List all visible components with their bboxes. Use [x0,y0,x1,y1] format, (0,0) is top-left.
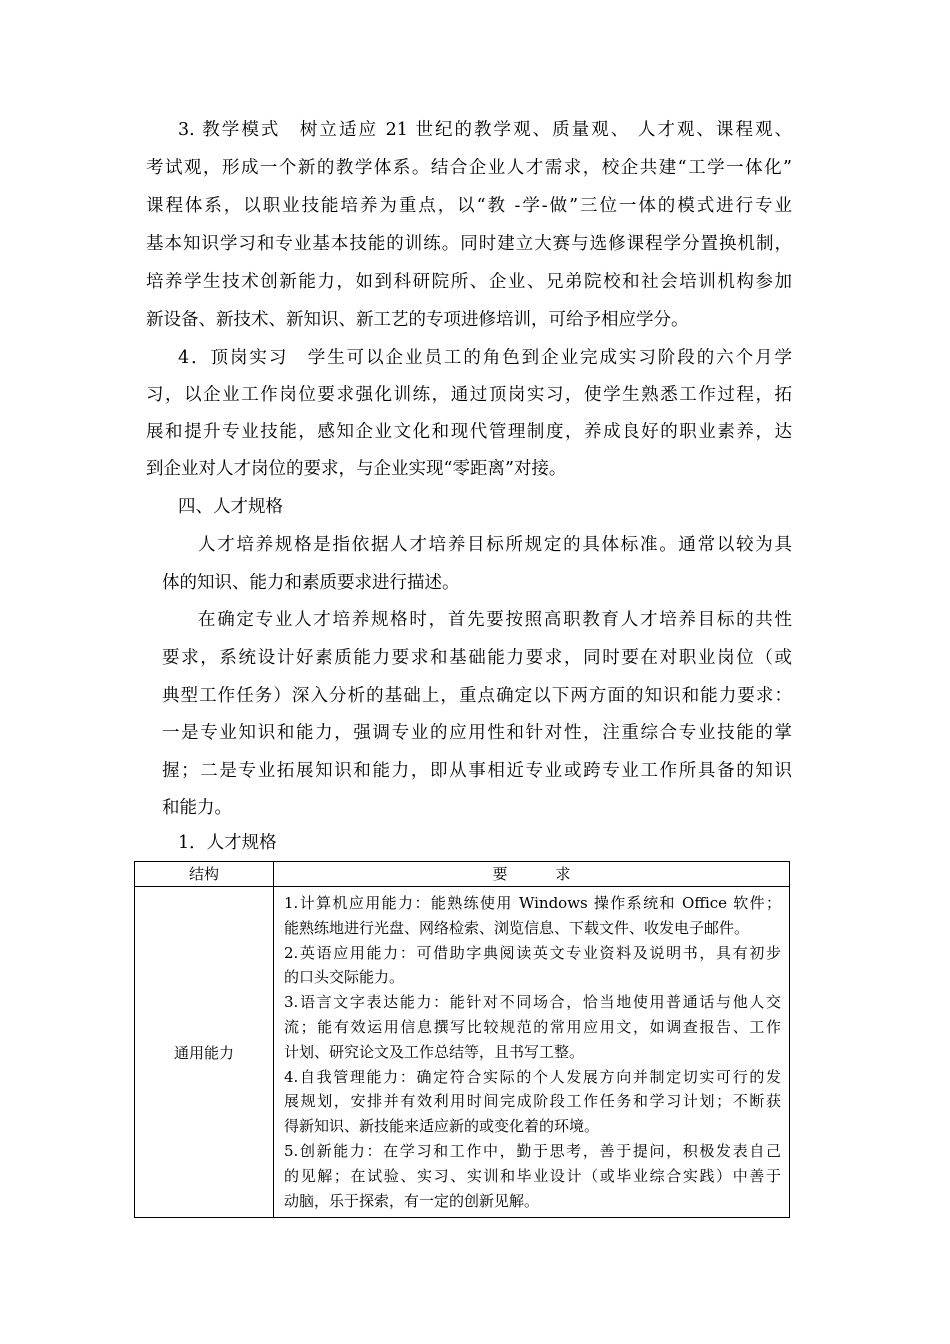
teaching-mode-line-3: 课程体系，以职业技能培养为重点，以“教 -学-做”三位一体的模式进行专业 [146,196,792,216]
requirement-line: 4.自我管理能力：确定符合实际的个人发展方向并制定切实可行的发 [284,1067,781,1086]
talent-spec-table [134,861,790,1218]
requirement-line: 1.计算机应用能力：能熟练使用 Windows 操作系统和 Office 软件； [284,894,781,912]
teaching-mode-line-4: 基本知识学习和专业基本技能的训练。同时建立大赛与选修课程学分置换机制， [146,234,792,254]
requirement-line: 展规划，安排并有效利用时间完成阶段工作任务和学习计划；不断获 [284,1092,781,1111]
requirement-line: 2.英语应用能力：可借助字典阅读英文专业资料及说明书，具有初步 [284,943,781,962]
approach-line-2: 要求，系统设计好素质能力要求和基础能力要求，同时要在对职业岗位（或 [162,648,792,668]
requirement-line: 计划、研究论文及工作总结等，且书写工整。 [284,1042,585,1061]
internship-line-2: 习，以企业工作岗位要求强化训练，通过顶岗实习，使学生熟悉工作过程，拓 [146,385,792,405]
requirement-line: 得新知识、新技能来适应新的或变化着的环境。 [284,1117,600,1136]
table-header-row [135,862,790,887]
requirement-line: 动脑，乐于探索，有一定的创新见解。 [284,1191,540,1210]
talent-spec-subheading: 1．人才规格 [178,833,277,853]
internship-line-4: 到企业对人才岗位的要求，与企业实现“零距离”对接。 [146,459,567,479]
requirements-cell [274,887,790,1218]
approach-line-5: 握；二是专业拓展知识和能力，即从事相近专业或跨专业工作所具备的知识 [162,761,792,781]
approach-line-6: 和能力。 [162,798,232,818]
header-requirements-char-1: 要 [492,865,508,883]
table-row [135,887,790,1218]
approach-line-3: 典型工作任务）深入分析的基础上，重点确定以下两方面的知识和能力要求： [162,686,792,706]
approach-line-1: 在确定专业人才培养规格时，首先要按照高职教育人才培养目标的共性 [198,610,792,630]
definition-line-1: 人才培养规格是指依据人才培养目标所规定的具体标准。通常以较为具 [198,535,792,555]
teaching-mode-line-6: 新设备、新技术、新知识、新工艺的专项进修培训，可给予相应学分。 [146,310,689,330]
internship-line-1: 4．顶岗实习 学生可以企业员工的角色到企业完成实习阶段的六个月学 [178,348,792,368]
teaching-mode-line-5: 培养学生技术创新能力，如到科研院所、企业、兄弟院校和社会培训机构参加 [146,272,792,292]
requirement-line: 的见解；在试验、实习、实训和毕业设计（或毕业综合实践）中善于 [284,1166,781,1185]
requirement-line: 能熟练地进行光盘、网络检索、浏览信息、下载文件、收发电子邮件。 [284,918,750,937]
teaching-mode-line-1: 3. 教学模式 树立适应 21 世纪的教学观、质量观、 人才观、课程观、 [178,120,792,140]
definition-line-2: 体的知识、能力和素质要求进行描述。 [162,573,460,593]
section-four-heading: 四、人才规格 [178,497,283,517]
internship-line-3: 展和提升专业技能，感知企业文化和现代管理制度，养成良好的职业素养，达 [146,422,792,442]
header-structure: 结构 [135,862,274,887]
teaching-mode-line-2: 考试观，形成一个新的教学体系。结合企业人才需求，校企共建“工学一体化” [146,158,792,178]
row-label-general-ability: 通用能力 [135,887,274,1218]
header-requirements-char-2: 求 [555,865,571,883]
requirement-line: 流；能有效运用信息撰写比较规范的常用应用文，如调查报告、工作 [284,1017,781,1036]
approach-line-4: 一是专业知识和能力，强调专业的应用性和针对性，注重综合专业技能的掌 [162,723,792,743]
requirement-line: 的口头交际能力。 [284,968,405,987]
requirement-line: 3.语言文字表达能力：能针对不同场合，恰当地使用普通话与他人交 [284,993,781,1012]
requirement-line: 5.创新能力：在学习和工作中，勤于思考，善于提问，积极发表自己 [284,1141,781,1160]
header-requirements [274,862,790,887]
